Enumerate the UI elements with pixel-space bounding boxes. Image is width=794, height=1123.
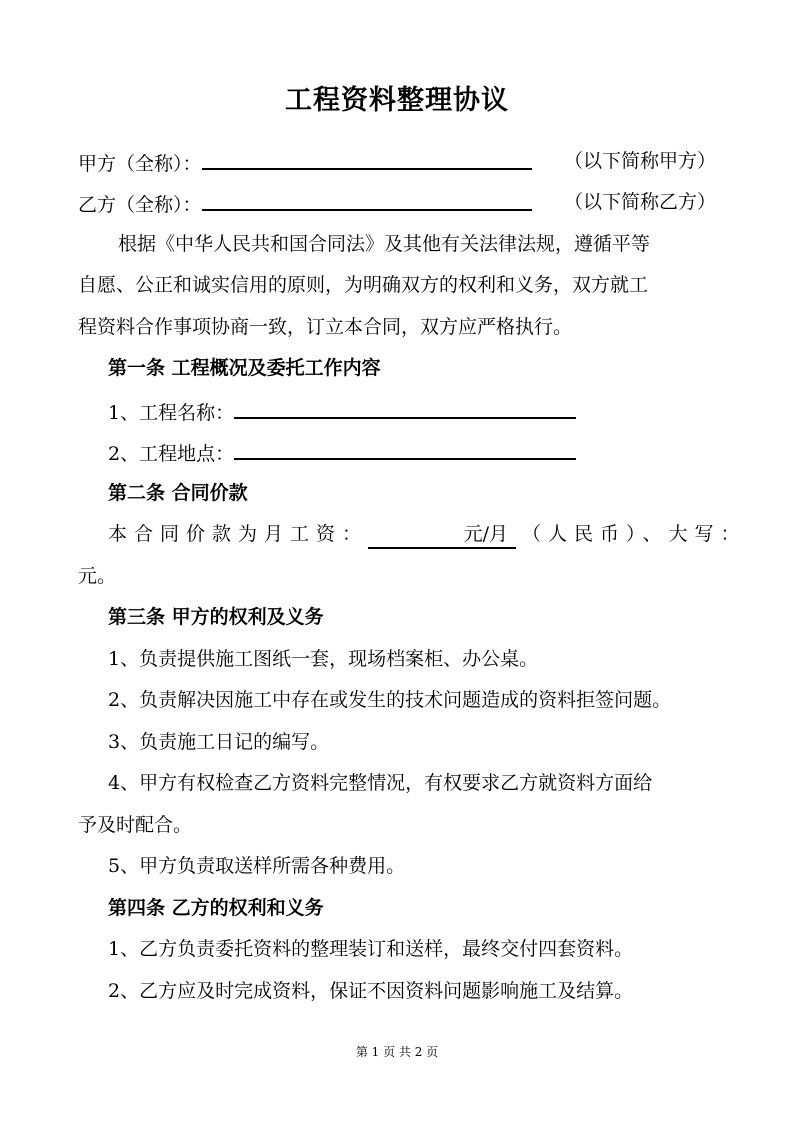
article-3-item-4-cont: 予及时配合。 bbox=[78, 814, 193, 836]
project-name-label: 1、工程名称： bbox=[108, 402, 235, 424]
contract-price-line-2: 元。 bbox=[78, 565, 117, 587]
party-b-line bbox=[78, 189, 532, 218]
project-location-field[interactable] bbox=[234, 438, 576, 460]
article-3-item-5: 5、甲方负责取送样所需各种费用。 bbox=[108, 855, 406, 877]
project-name-field[interactable] bbox=[234, 397, 576, 419]
article-3-heading: 第三条 甲方的权利及义务 bbox=[108, 606, 324, 628]
page-footer: 第 1 页 共 2 页 bbox=[355, 1045, 439, 1059]
party-a-name-field[interactable] bbox=[202, 148, 532, 170]
contract-price-line bbox=[108, 521, 747, 549]
party-b-name-field[interactable] bbox=[202, 189, 532, 211]
monthly-wage-field[interactable]: 元/月 bbox=[368, 521, 516, 549]
article-3-item-2: 2、负责解决因施工中存在或发生的技术问题造成的资料拒签问题。 bbox=[108, 689, 672, 711]
party-a-line bbox=[78, 148, 532, 177]
party-b-suffix: （以下简称乙方） bbox=[563, 191, 716, 213]
article-3-item-4: 4、甲方有权检查乙方资料完整情况，有权要求乙方就资料方面给 bbox=[108, 772, 653, 794]
article-4-heading: 第四条 乙方的权利和义务 bbox=[108, 897, 324, 919]
document-title: 工程资料整理协议 bbox=[285, 85, 509, 116]
party-a-suffix: （以下简称甲方） bbox=[563, 150, 716, 172]
party-a-label: 甲方（全称）： bbox=[78, 153, 202, 175]
preamble-line-2: 自愿、公正和诚实信用的原则，为明确双方的权利和义务，双方就工 bbox=[78, 274, 649, 296]
contract-price-label: 本合同价款为月工资： bbox=[108, 523, 369, 545]
article-3-item-3: 3、负责施工日记的编写。 bbox=[108, 731, 330, 753]
project-name-line bbox=[108, 397, 576, 426]
contract-price-currency: （人民币）、大写： bbox=[522, 523, 747, 545]
preamble-line-3: 程资料合作事项协商一致，订立本合同，双方应严格执行。 bbox=[78, 316, 573, 338]
article-4-item-2: 2、乙方应及时完成资料，保证不因资料问题影响施工及结算。 bbox=[108, 980, 634, 1002]
article-2-heading: 第二条 合同价款 bbox=[108, 482, 248, 504]
project-location-label: 2、工程地点： bbox=[108, 443, 235, 465]
article-1-heading: 第一条 工程概况及委托工作内容 bbox=[108, 357, 381, 379]
preamble-line-1: 根据《中华人民共和国合同法》及其他有关法律法规，遵循平等 bbox=[118, 233, 651, 255]
project-location-line bbox=[108, 438, 576, 467]
article-3-item-1: 1、负责提供施工图纸一套，现场档案柜、办公桌。 bbox=[108, 648, 539, 670]
party-b-label: 乙方（全称）： bbox=[78, 194, 202, 216]
article-4-item-1: 1、乙方负责委托资料的整理装订和送样，最终交付四套资料。 bbox=[108, 938, 634, 960]
